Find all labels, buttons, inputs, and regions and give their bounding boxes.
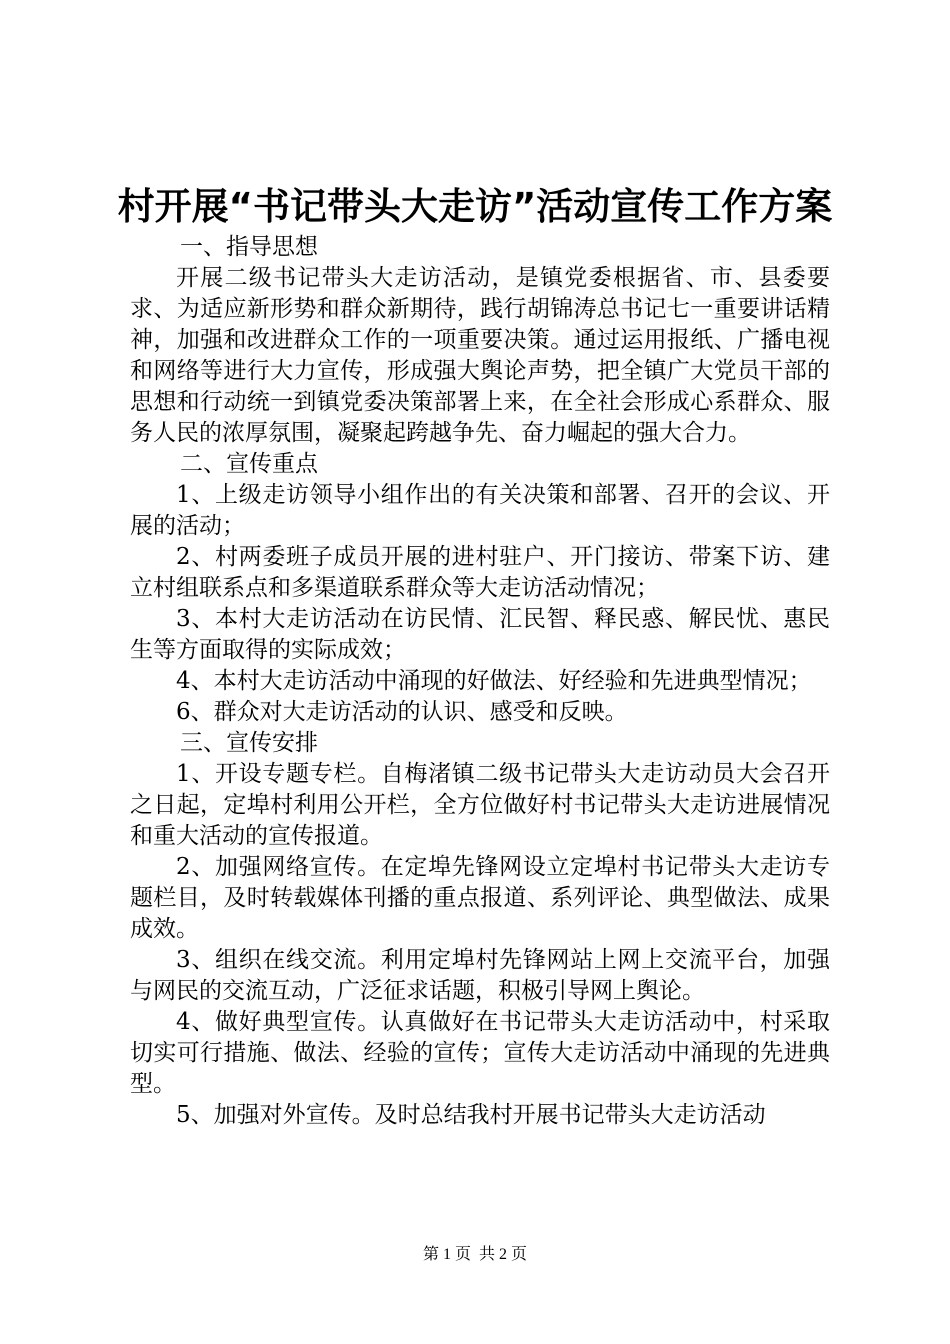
section-heading: 三、宣传安排 bbox=[180, 730, 318, 756]
paragraph: 开展二级书记带头大走访活动，是镇党委根据省、市、县委要求、为适应新形势和群众新期待，践行胡锦涛总书记七一重要讲话精神，加强和改进群众工作的一项重要决策。通过运用报纸、广播电视和网络等进行大力宣传，形成强大舆论声势，把全镇广大党员干部的思想和行动统一到镇党委决策部署上来，在全社会形成心系群众、服务人民的浓厚氛围，凝聚起跨越争先、奋力崛起的强大合力。 bbox=[130, 265, 830, 446]
list-item: 4、做好典型宣传。认真做好在书记带头大走访活动中，村采取切实可行措施、做法、经验的宣传；宣传大走访活动中涌现的先进典型。 bbox=[130, 1009, 830, 1097]
list-item: 1、上级走访领导小组作出的有关决策和部署、召开的会议、开展的活动； bbox=[130, 482, 830, 539]
list-item: 1、开设专题专栏。自梅渚镇二级书记带头大走访动员大会召开之日起，定埠村利用公开栏，全方位做好村书记带头大走访进展情况和重大活动的宣传报道。 bbox=[130, 761, 830, 849]
list-item: 3、组织在线交流。利用定埠村先锋网站上网上交流平台，加强与网民的交流互动，广泛征求话题，积极引导网上舆论。 bbox=[130, 947, 830, 1004]
list-item: 4、本村大走访活动中涌现的好做法、好经验和先进典型情况； bbox=[176, 668, 812, 694]
page-footer bbox=[0, 1244, 950, 1266]
list-item: 2、村两委班子成员开展的进村驻户、开门接访、带案下访、建立村组联系点和多渠道联系群众等大走访活动情况； bbox=[130, 544, 830, 601]
list-item: 5、加强对外宣传。及时总结我村开展书记带头大走访活动 bbox=[176, 1102, 766, 1128]
list-item: 3、本村大走访活动在访民情、汇民智、释民惑、解民忧、惠民生等方面取得的实际成效； bbox=[130, 606, 830, 663]
page-number: 第 1 页 bbox=[422, 1246, 471, 1263]
page-total: 共 2 页 bbox=[479, 1246, 528, 1263]
section-heading: 一、指导思想 bbox=[180, 234, 318, 260]
document-body bbox=[130, 232, 830, 1131]
document-title: 村开展“书记带头大走访”活动宣传工作方案 bbox=[117, 185, 833, 228]
section-heading: 二、宣传重点 bbox=[180, 451, 318, 477]
list-item: 6、群众对大走访活动的认识、感受和反映。 bbox=[176, 699, 628, 725]
list-item: 2、加强网络宣传。在定埠先锋网设立定埠村书记带头大走访专题栏目，及时转载媒体刊播的重点报道、系列评论、典型做法、成果成效。 bbox=[130, 854, 830, 942]
